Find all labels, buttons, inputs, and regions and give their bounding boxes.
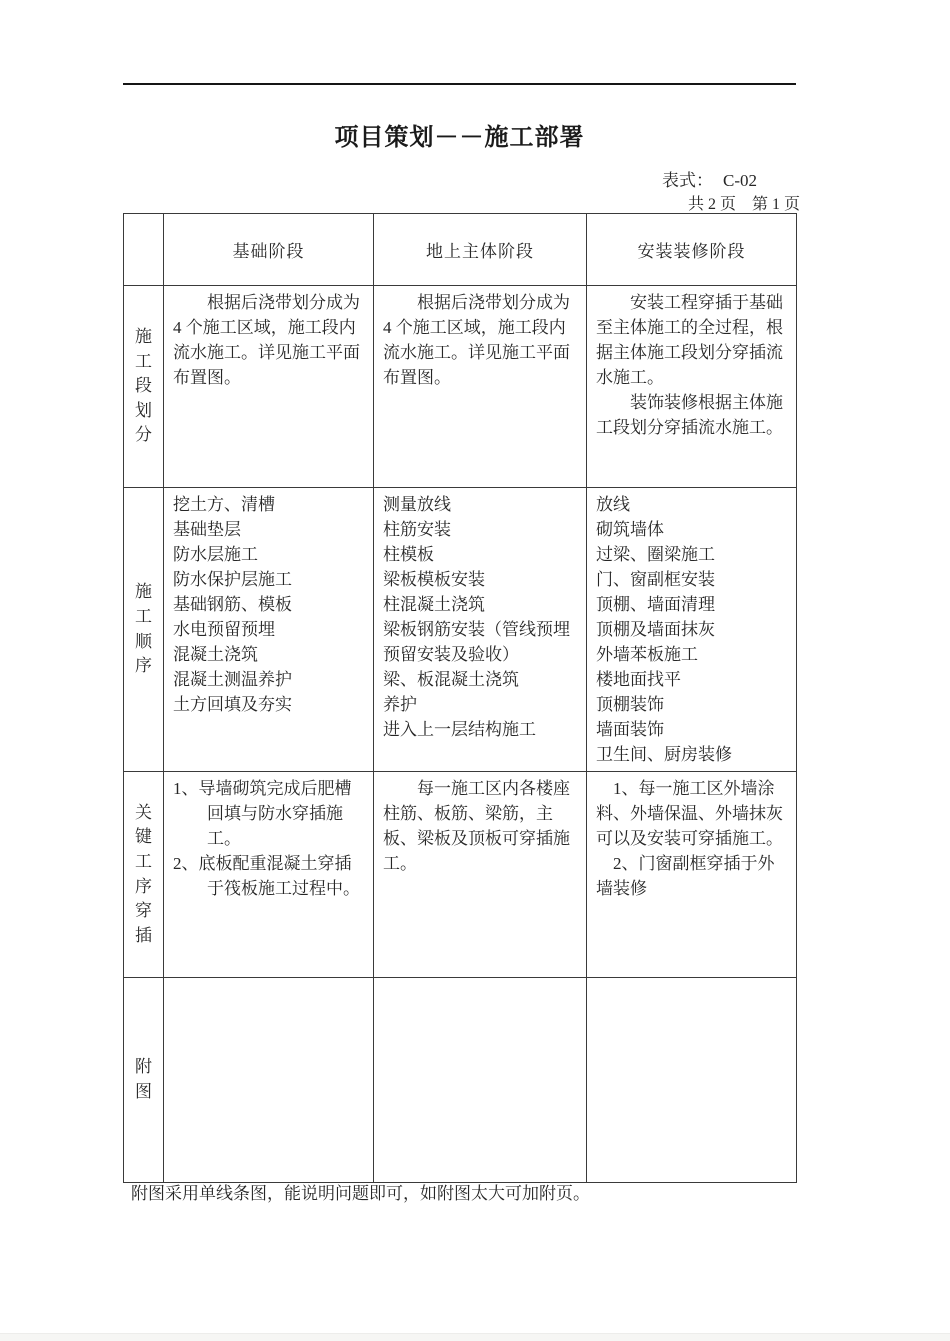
cell-sequence-foundation: 挖土方、清槽 基础垫层 防水层施工 防水保护层施工 基础钢筋、模板 水电预留预埋 混凝土浇筑 混凝土测温养护 土方回填及夯实: [164, 488, 374, 772]
header-corner-cell: [124, 214, 164, 286]
cell-section-division-installation: 安装工程穿插于基础至主体施工的全过程，根据主体施工段划分穿插流水施工。 装饰装修根据主体施工段划分穿插流水施工。: [587, 286, 797, 488]
row-label-text: 施工顺序: [134, 582, 152, 676]
row-section-division: [124, 286, 797, 488]
cell-key-process-installation: 1、每一施工区外墙涂料、外墙保温、外墙抹灰可以及安装可穿插施工。 2、门窗副框穿插于外墙装修: [587, 772, 797, 978]
cell-key-process-superstructure: 每一施工区内各楼座柱筋、板筋、梁筋，主板、梁板及顶板可穿插施工。: [374, 772, 587, 978]
header-rule: [123, 83, 796, 85]
cell-section-division-superstructure: 根据后浇带划分成为 4 个施工区域，施工段内流水施工。详见施工平面布置图。: [374, 286, 587, 488]
row-label-text: 关键工序穿插: [134, 802, 152, 945]
pagination-line: 共 2 页 第 1 页: [687, 196, 800, 213]
page-title: 项目策划－－施工部署: [334, 125, 585, 151]
row-label-text: 施工段划分: [134, 326, 152, 445]
row-label-key-process-insertion: [124, 772, 164, 978]
bottom-strip: [0, 1333, 950, 1341]
row-key-process-insertion: [124, 772, 797, 978]
cell-sequence-superstructure: 测量放线 柱筋安装 柱模板 梁板模板安装 柱混凝土浇筑 梁板钢筋安装（管线预埋预留安装及验收） 梁、板混凝土浇筑 养护 进入上一层结构施工: [374, 488, 587, 772]
footnote: 附图采用单线条图，能说明问题即可，如附图太大可加附页。: [131, 1184, 590, 1203]
header-superstructure-stage: 地上主体阶段: [374, 214, 587, 286]
form-code-line: [662, 166, 757, 191]
header-installation-stage: 安装装修阶段: [587, 214, 797, 286]
form-code-label: 表式：: [662, 171, 713, 190]
row-label-attached-drawing: [124, 978, 164, 1183]
cell-sequence-installation: 放线 砌筑墙体 过梁、圈梁施工 门、窗副框安装 顶棚、墙面清理 顶棚及墙面抹灰 外墙苯板施工 楼地面找平 顶棚装饰 墙面装饰 卫生间、厨房装修: [587, 488, 797, 772]
header-foundation-stage: 基础阶段: [164, 214, 374, 286]
cell-attached-drawing-installation: [587, 978, 797, 1183]
cell-attached-drawing-foundation: [164, 978, 374, 1183]
cell-key-process-foundation: 1、导墙砌筑完成后肥槽回填与防水穿插施工。 2、底板配重混凝土穿插于筏板施工过程中。: [164, 772, 374, 978]
form-code-value: C-02: [723, 171, 757, 190]
row-attached-drawing: [124, 978, 797, 1183]
row-label-text: 附图: [134, 1057, 152, 1101]
row-label-construction-sequence: [124, 488, 164, 772]
deployment-table: [123, 213, 797, 1183]
row-label-section-division: [124, 286, 164, 488]
cell-section-division-foundation: 根据后浇带划分成为 4 个施工区域，施工段内流水施工。详见施工平面布置图。: [164, 286, 374, 488]
table-header-row: [124, 214, 797, 286]
row-construction-sequence: [124, 488, 797, 772]
cell-attached-drawing-superstructure: [374, 978, 587, 1183]
